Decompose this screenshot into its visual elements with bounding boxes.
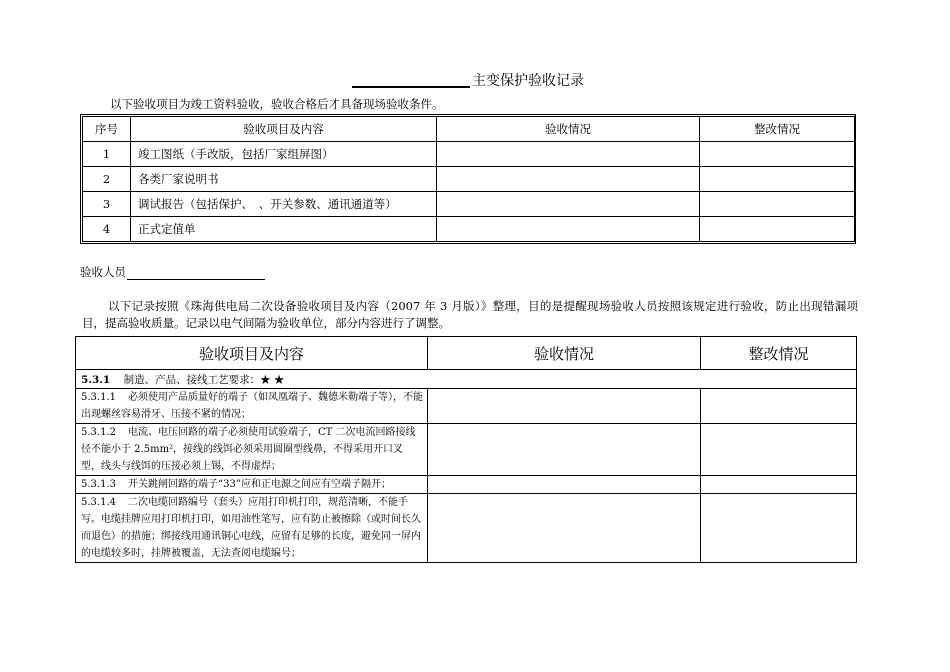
fix-cell[interactable]	[701, 389, 857, 424]
table-row	[83, 217, 855, 242]
clause-text: 二次电缆回路编号（套头）应用打印机打印，规范清晰，不能手写。电缆挂牌应用打印机打印，如用油性笔写，应有防止被擦除（或时间长久而退色）的措施；绑接线用通讯铜心电线，应留有足够的长度，避免同一屏内的电缆较多时，挂牌被覆盖，无法查阅电缆编号；	[81, 497, 421, 559]
result-cell[interactable]	[437, 142, 700, 167]
inspector-label: 验收人员	[80, 265, 126, 279]
clause-number: 5.3.1.4	[81, 497, 116, 508]
row-item: 正式定值单	[131, 217, 437, 242]
fix-cell[interactable]	[700, 167, 855, 192]
row-no: 2	[83, 167, 131, 192]
table-row	[76, 389, 857, 424]
clause-text: 电流、电压回路的端子必须使用试验端子，CT 二次电流回路接线径不能小于 2.5mm²，接线的线饵必须采用圆圈型线鼻，不得采用开口叉型，线头与线饵的压接必须上锡，不得虚焊；	[81, 427, 416, 472]
description-paragraph: 以下记录按照《珠海供电局二次设备验收项目及内容（2007 年 3 月版）》整理，目的是提醒现场验收人员按照该规定进行验收，防止出现错漏项目，提高验收质量。记录以电气间隔为验收单位，部分内容进行了调整。	[82, 299, 858, 330]
clause-text: 必须使用产品质量好的端子（如凤凰端子、魏德米勒端子等），不能出现螺丝容易滑牙、压接不紧的情况；	[81, 392, 423, 420]
section-heading	[76, 370, 857, 389]
result-cell[interactable]	[437, 217, 700, 242]
document-review-table	[80, 114, 856, 244]
header-item: 验收项目及内容	[131, 117, 437, 142]
result-cell[interactable]	[428, 494, 701, 563]
fix-cell[interactable]	[701, 476, 857, 494]
clause-number: 5.3.1.3	[81, 479, 116, 490]
header-result: 验收情况	[437, 117, 700, 142]
inspector-signature-line[interactable]	[127, 266, 265, 280]
table-row	[76, 476, 857, 494]
page-title: 主变保护验收记录	[472, 73, 584, 89]
row-item: 竣工图纸（手改版，包括厂家组屏图）	[131, 142, 437, 167]
result-cell[interactable]	[437, 192, 700, 217]
header-fix: 整改情况	[700, 117, 855, 142]
table-row	[83, 167, 855, 192]
row-no: 4	[83, 217, 131, 242]
fix-cell[interactable]	[700, 142, 855, 167]
clause-cell	[76, 476, 428, 494]
clause-text: 开关跳闸回路的端子“33”应和正电源之间应有空端子隔开；	[128, 479, 391, 490]
table-row	[76, 424, 857, 476]
acceptance-checklist-table	[75, 336, 857, 563]
intro-text: 以下验收项目为竣工资料验收，验收合格后才具备现场验收条件。	[110, 97, 444, 111]
document-title	[352, 66, 584, 90]
table-row	[83, 142, 855, 167]
clause-number: 5.3.1.2	[81, 427, 116, 438]
result-cell[interactable]	[428, 476, 701, 494]
header-item: 验收项目及内容	[76, 337, 428, 370]
row-item: 调试报告（包括保护、 、开关参数、通讯通道等）	[131, 192, 437, 217]
result-cell[interactable]	[428, 424, 701, 476]
section-number: 5.3.1	[81, 373, 111, 386]
inspector-field	[80, 264, 265, 280]
fix-cell[interactable]	[701, 424, 857, 476]
section-title: 制造、产品、接线工艺要求：★ ★	[123, 373, 285, 386]
fix-cell[interactable]	[700, 192, 855, 217]
header-fix: 整改情况	[701, 337, 857, 370]
clause-cell	[76, 424, 428, 476]
result-cell[interactable]	[428, 389, 701, 424]
table-row	[83, 192, 855, 217]
row-item: 各类厂家说明书	[131, 167, 437, 192]
clause-cell	[76, 389, 428, 424]
row-no: 3	[83, 192, 131, 217]
table-row	[76, 494, 857, 563]
table-header-row	[83, 117, 855, 142]
result-cell[interactable]	[437, 167, 700, 192]
header-result: 验收情况	[428, 337, 701, 370]
clause-number: 5.3.1.1	[81, 392, 116, 403]
section-row	[76, 370, 857, 389]
row-no: 1	[83, 142, 131, 167]
fix-cell[interactable]	[700, 217, 855, 242]
clause-cell	[76, 494, 428, 563]
header-no: 序号	[83, 117, 131, 142]
table-header-row	[76, 337, 857, 370]
fix-cell[interactable]	[701, 494, 857, 563]
title-blank-line[interactable]	[352, 86, 470, 88]
